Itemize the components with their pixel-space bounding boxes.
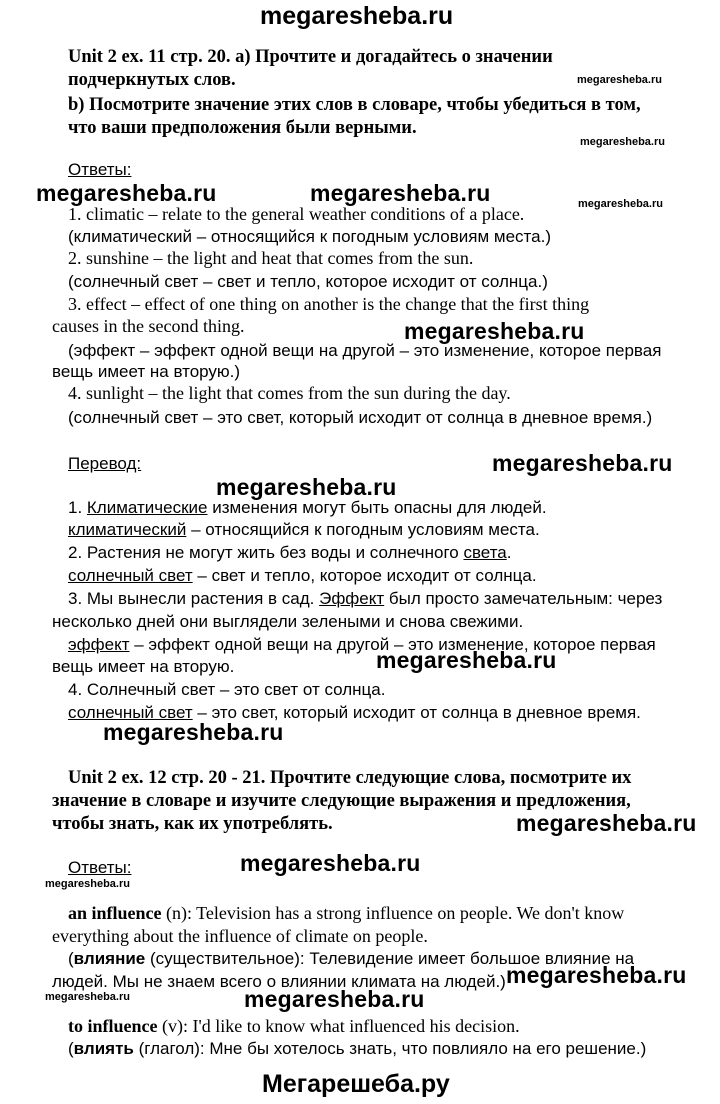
ex11-translation-line: климатический – относящийся к погодным условиям места. — [68, 520, 540, 539]
underlined-word: эффект — [68, 635, 130, 654]
ex11-answer-line: 3. effect – effect of one thing on another is the change that the first thing — [68, 294, 590, 314]
ex11-answer-line: 1. climatic – relate to the general weather conditions of a place. — [68, 204, 525, 224]
ex12-entry-line: (влиять (глагол): Мне бы хотелось знать, что повлияло на его решение.) — [68, 1039, 647, 1058]
bottom-title: Мегарешеба.ру — [262, 1070, 450, 1098]
ex12-heading-line3: чтобы знать, как их употреблять. — [52, 814, 333, 834]
watermark-small: megaresheba.ru — [578, 198, 663, 210]
ex11-heading-line3: b) Посмотрите значение этих слов в словаре, чтобы убедиться в том, — [68, 95, 641, 115]
ex12-answers-label: Ответы: — [68, 858, 132, 877]
watermark-large: megaresheba.ru — [103, 719, 284, 745]
term: to influence — [68, 1016, 158, 1036]
ex11-answer-line: (климатический – относящийся к погодным условиям места.) — [68, 227, 551, 246]
ex11-answer-line: causes in the second thing. — [52, 316, 245, 336]
ex12-entry-line: людей. Мы не знаем всего о влиянии климата на людей.) — [52, 972, 506, 991]
underlined-word: солнечный свет — [68, 566, 193, 585]
ex12-entry-line: to influence (v): I'd like to know what influenced his decision. — [68, 1016, 520, 1036]
term: влиять — [73, 1039, 134, 1058]
ex11-heading-line4: что ваши предположения были верными. — [68, 118, 417, 138]
watermark-large: megaresheba.ru — [244, 986, 425, 1012]
ex11-translation-line: 2. Растения не могут жить без воды и солнечного света. — [68, 543, 512, 562]
ex11-heading-line2: подчеркнутых слов. — [68, 70, 236, 90]
ex11-answer-line: (солнечный свет – свет и тепло, которое исходит от солнца.) — [68, 272, 548, 291]
underlined-word: света — [463, 543, 507, 562]
underlined-word: солнечный свет — [68, 703, 193, 722]
watermark-large: megaresheba.ru — [36, 180, 217, 206]
term: влияние — [73, 949, 146, 968]
underlined-word: Климатические — [86, 498, 208, 517]
ex11-translation-line: 1. Климатические изменения могут быть опасны для людей. — [68, 498, 547, 517]
ex11-translation-line: вещь имеет на вторую. — [52, 657, 235, 676]
ex12-heading-line2: значение в словаре и изучите следующие выражения и предложения, — [52, 791, 631, 811]
ex11-translation-line: 3. Мы вынесли растения в сад. Эффект был просто замечательным: через — [68, 589, 663, 608]
ex11-translation-line: 4. Солнечный свет – это свет от солнца. — [68, 680, 386, 699]
watermark-large: megaresheba.ru — [404, 318, 585, 344]
top-watermark: megaresheba.ru — [260, 2, 454, 30]
watermark-small: megaresheba.ru — [45, 991, 130, 1003]
watermark-large: megaresheba.ru — [516, 810, 697, 836]
watermark-large: megaresheba.ru — [240, 850, 421, 876]
ex11-translation-line: солнечный свет – это свет, который исходит от солнца в дневное время. — [68, 703, 641, 722]
ex11-answer-line: вещь имеет на вторую.) — [52, 362, 241, 381]
ex11-answer-line: (эффект – эффект одной вещи на другой – это изменение, которое первая — [68, 341, 662, 360]
ex12-entry-line: everything about the influence of climate on people. — [52, 926, 428, 946]
ex11-translation-label: Перевод: — [68, 454, 142, 473]
underlined-word: Эффект — [319, 589, 385, 608]
watermark-large: megaresheba.ru — [376, 647, 557, 673]
watermark-small: megaresheba.ru — [580, 136, 665, 148]
watermark-large: megaresheba.ru — [216, 474, 397, 500]
ex11-answers-label: Ответы: — [68, 160, 132, 179]
ex12-entry-line: (влияние (существительное): Телевидение имеет большое влияние на — [68, 949, 635, 968]
underlined-word: климатический — [68, 520, 187, 539]
watermark-small: megaresheba.ru — [45, 878, 130, 890]
ex12-entry-line: an influence (n): Television has a strong influence on people. We don't know — [68, 903, 625, 923]
ex11-translation-line: несколько дней они выглядели зелеными и снова свежими. — [52, 612, 524, 631]
watermark-large: megaresheba.ru — [506, 962, 687, 988]
watermark-large: megaresheba.ru — [492, 450, 673, 476]
ex11-heading-line1: Unit 2 ex. 11 стр. 20. a) Прочтите и догадайтесь о значении — [68, 47, 553, 67]
ex11-translation-line: солнечный свет – свет и тепло, которое исходит от солнца. — [68, 566, 537, 585]
ex11-answer-line: 2. sunshine – the light and heat that comes from the sun. — [68, 248, 474, 268]
ex11-answer-line: 4. sunlight – the light that comes from the sun during the day. — [68, 383, 511, 403]
watermark-small: megaresheba.ru — [577, 74, 662, 86]
ex11-translation-line: эффект – эффект одной вещи на другой – это изменение, которое первая — [68, 635, 656, 654]
watermark-large: megaresheba.ru — [310, 180, 491, 206]
ex12-heading-line1: Unit 2 ex. 12 стр. 20 - 21. Прочтите следующие слова, посмотрите их — [68, 768, 632, 788]
term: an influence — [68, 903, 162, 923]
ex11-answer-line: (солнечный свет – это свет, который исходит от солнца в дневное время.) — [68, 408, 653, 427]
